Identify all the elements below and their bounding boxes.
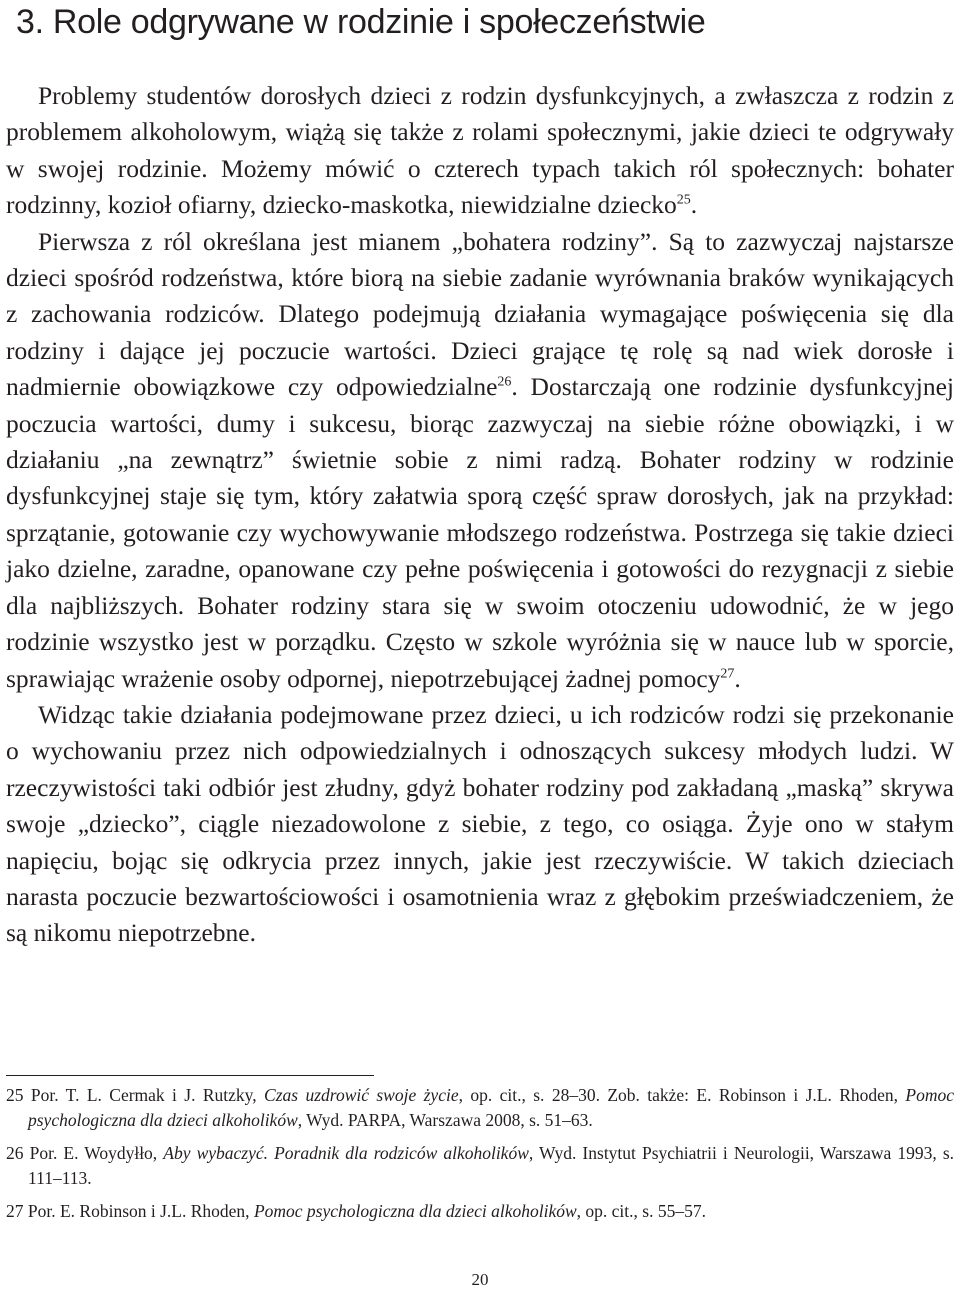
paragraph: Widząc takie działania podejmowane przez dzieci, u ich rodziców rodzi się przekonanie o wychowaniu przez nich odpowiedzialnych i odnoszących sukcesy młodych ludzi. W rzeczywistości taki odbiór jest złudny, gdyż bohater rodziny pod zakładaną „maską” skrywa swoje „dziecko”, ciągle niezadowolone z siebie, z tego, co osiąga. Żyje ono w stałym napięciu, bojąc się odkrycia przez innych, jakie jest rzeczywiście. W takich dzieciach narasta poczucie bezwartościowości i osamotnienia wraz z głębokim przeświadczeniem, że są nikomu niepotrzebne. (6, 699, 954, 948)
footnote-ref[interactable]: 27 (720, 666, 735, 681)
footnote-number: 26 (6, 1143, 24, 1163)
footnote-number: 27 (6, 1201, 24, 1221)
footnote-item: 25 Por. T. L. Cermak i J. Rutzky, Czas uzdrowić swoje życie, op. cit., s. 28–30. Zob. także: E. Robinson i J.L. Rhoden, Pomoc psychologiczna dla dzieci alkoholików, Wyd. PARPA, Warszawa 2008, s. 51–63. (6, 1085, 955, 1130)
footnote-item: 27 Por. E. Robinson i J.L. Rhoden, Pomoc psychologiczna dla dzieci alkoholików, op. cit., s. 55–57. (6, 1201, 706, 1221)
footnote-number: 25 (6, 1085, 24, 1105)
body-text (6, 78, 954, 952)
footnote-ref[interactable]: 26 (497, 374, 512, 390)
paragraph: Problemy studentów dorosłych dzieci z rodzin dysfunkcyjnych, a zwłaszcza z rodzin z problemem alkoholowym, wiążą się także z rolami społecznymi, jakie dzieci te odgrywały w swojej rodzinie. Możemy mówić o czterech typach takich ról społecznych: bohater rodzinny, kozioł ofiarny, dziecko-maskotka, niewidzialne dziecko$^{25}$. (6, 81, 954, 220)
footnote-divider (6, 1075, 374, 1076)
footnotes (6, 1083, 954, 1232)
paragraph: Pierwsza z ról określana jest mianem „bohatera rodziny”. Są to zazwyczaj najstarsze dzieci spośród rodzeństwa, które biorą na siebie zadanie wyrównania braków wynikających z zachowania rodziców. Dlatego podejmują działania wymagające poświęcenia się dla rodziny i dające jej poczucie wartości. Dzieci grające tę rolę są nad wiek dorosłe i nadmiernie obowiązkowe czy odpowiedzialne$^{26}$. Dostarczają one rodzinie dysfunkcyjnej poczucia wartości, dumy i sukcesu, biorąc zazwyczaj na siebie różne obowiązki, i w działaniu „na zewnątrz” świetnie sobie z nimi radzą. Bohater rodziny w rodzinie dysfunkcyjnej staje się tym, który załatwia sporą część spraw dorosłych, jak na przykład: sprzątanie, gotowanie czy wychowywanie młodszego rodzeństwa. Postrzega się takie dzieci jako dzielne, zaradne, opanowane czy pełne poświęcenia i gotowości do rezygnacji z siebie dla najbliższych. Bohater rodziny stara się w swoim otoczeniu udowodnić, że w jego rodzinie wszystko jest w porządku. Często w szkole wyróżnia się w nauce lub w sporcie, sprawiając wrażenie osoby odpornej, niepotrzebującej żadnej pomocy$^{27}$. (6, 226, 954, 693)
section-heading: 3. Role odgrywane w rodzinie i społeczeństwie (16, 3, 706, 41)
page-number: 20 (471, 1270, 489, 1289)
footnote-item: 26 Por. E. Woydyłło, Aby wybaczyć. Poradnik dla rodziców alkoholików, Wyd. Instytut Psychiatrii i Neurologii, Warszawa 1993, s. 111–113. (6, 1143, 955, 1188)
footnote-ref[interactable]: 25 (676, 192, 691, 208)
